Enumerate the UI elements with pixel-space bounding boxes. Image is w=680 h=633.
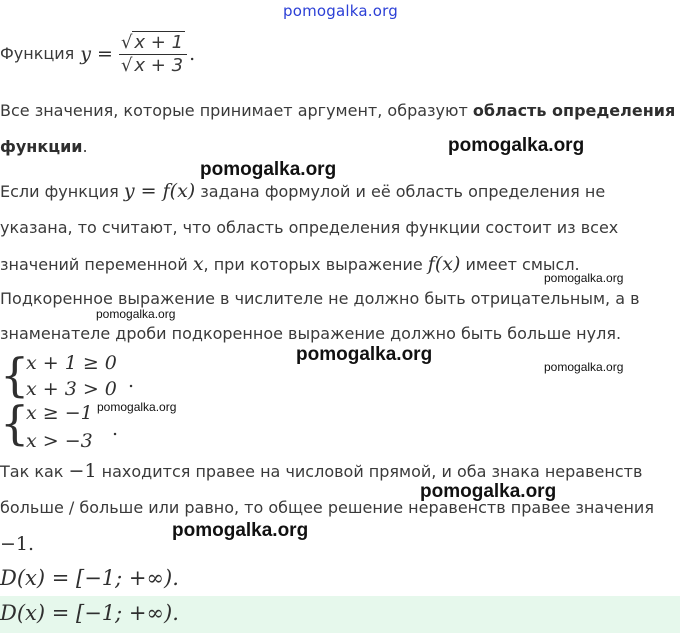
- system2-dot: .: [112, 418, 119, 440]
- paragraph-conclusion-line2: больше / больше или равно, то общее решение неравенств правее значения: [0, 498, 654, 517]
- paragraph-domain-def-line2: [0, 137, 88, 157]
- answer-box: [0, 596, 680, 633]
- watermark: pomogalka.org: [420, 481, 557, 502]
- system1-brace: {: [0, 348, 30, 402]
- paragraph-formula-line2: указана, то считают, что область определения функции состоит из всех: [0, 218, 619, 237]
- p2-l1b: задана формулой и её область определения не: [195, 182, 606, 201]
- p1-bold2: функции: [0, 137, 83, 156]
- intro-prefix: Функция: [0, 44, 75, 63]
- p2-math-yfx: y = f(x): [123, 180, 196, 202]
- fraction: $\frac{√ x + 1}{√ x + 3}$: [119, 33, 187, 76]
- paragraph-formula-line3: [0, 254, 580, 275]
- watermark: pomogalka.org: [172, 520, 309, 541]
- system1-line-a: x + 1 ≥ 0: [26, 352, 117, 374]
- paragraph-formula-line1: [0, 181, 605, 202]
- domain-result: D(x) = [−1; +∞).: [0, 566, 179, 590]
- system2-brace: {: [0, 396, 30, 450]
- p4-math-minus1: −1: [68, 460, 97, 482]
- paragraph-conclusion-line1: [0, 461, 642, 482]
- p1-text: Все значения, которые принимает аргумент, образуют: [0, 101, 473, 120]
- watermark-top: pomogalka.org: [283, 2, 398, 20]
- paragraph-radicand-line1: Подкоренное выражение в числителе не должно быть отрицательным, а в: [0, 289, 640, 308]
- p2-l3c: имеет смысл.: [460, 255, 580, 274]
- watermark: pomogalka.org: [544, 271, 624, 285]
- paragraph-domain-def-line1: [0, 101, 675, 121]
- p1-bold1: область определения: [472, 101, 676, 120]
- p2-l3b: , при которых выражение: [203, 255, 428, 274]
- intro-dot: .: [189, 43, 196, 65]
- system2-line-a: x ≥ −1: [26, 402, 93, 424]
- numerator: x + 1: [134, 31, 184, 53]
- system1-dot: .: [128, 370, 135, 392]
- watermark: pomogalka.org: [96, 307, 176, 321]
- system2-line-b: x > −3: [26, 430, 93, 452]
- p4-l1a: Так как: [0, 462, 69, 481]
- watermark: pomogalka.org: [448, 135, 585, 156]
- watermark: pomogalka.org: [296, 344, 433, 365]
- paragraph-radicand-line2: знаменателе дроби подкоренное выражение должно быть больше нуля.: [0, 324, 622, 343]
- function-definition: [0, 24, 195, 84]
- intro-y: y: [80, 43, 92, 65]
- p2-math-fx: f(x): [427, 253, 461, 275]
- paragraph-conclusion-line3: −1.: [0, 533, 35, 555]
- intro-eq: =: [97, 43, 113, 65]
- watermark: pomogalka.org: [97, 400, 177, 414]
- system1-line-b: x + 3 > 0: [26, 378, 117, 400]
- p2-math-x: x: [192, 253, 204, 275]
- denominator: x + 3: [134, 54, 184, 76]
- p2-l1a: Если функция: [0, 182, 124, 201]
- watermark: pomogalka.org: [544, 360, 624, 374]
- p1-end: .: [82, 137, 88, 156]
- watermark: pomogalka.org: [200, 159, 337, 180]
- domain-answer: D(x) = [−1; +∞).: [0, 601, 179, 625]
- p4-l1b: находится правее на числовой прямой, и оба знака неравенств: [96, 462, 643, 481]
- p2-l3a: значений переменной: [0, 255, 193, 274]
